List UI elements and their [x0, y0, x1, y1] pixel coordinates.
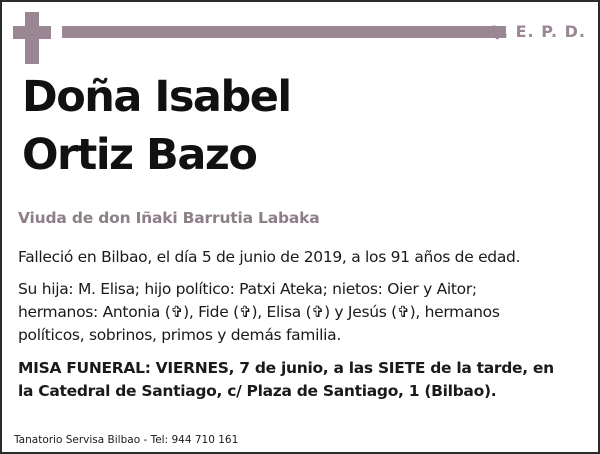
death-notice: Falleció en Bilbao, el día 5 de junio de 2019, a los 91 años de edad.: [18, 248, 521, 266]
family-line-2-part-e: ), hermanos: [409, 303, 500, 321]
announcement-body: [18, 246, 590, 403]
funeral-home-footer: Tanatorio Servisa Bilbao - Tel: 944 710 161: [14, 434, 239, 446]
deceased-name-line-2: Ortiz Bazo: [22, 130, 257, 180]
header-divider-bar: [62, 26, 506, 38]
family-line-2-part-b: ), Fide (: [183, 303, 239, 321]
family-line-3: políticos, sobrinos, primos y demás familia.: [18, 326, 341, 344]
family-paragraph: [18, 278, 590, 347]
deceased-name-line-1: Doña Isabel: [22, 72, 291, 122]
family-line-2-part-a: hermanos: Antonia (: [18, 303, 171, 321]
family-line-1: Su hija: M. Elisa; hijo político: Patxi Ateka; nietos: Oier y Aitor;: [18, 280, 477, 298]
cross-horizontal-bar: [13, 26, 51, 39]
widow-subtitle: Viuda de don Iñaki Barrutia Labaka: [18, 209, 320, 227]
deceased-cross-icon: ✞: [396, 303, 410, 321]
funeral-mass-notice: [18, 357, 590, 403]
deceased-cross-icon: ✞: [238, 303, 252, 321]
family-line-2-part-c: ), Elisa (: [251, 303, 312, 321]
deceased-cross-icon: ✞: [170, 303, 184, 321]
deceased-name: [22, 68, 291, 184]
family-line-2-part-d: ) y Jesús (: [324, 303, 397, 321]
latin-cross-icon: [13, 12, 51, 64]
funeral-line-2: la Catedral de Santiago, c/ Plaza de Santiago, 1 (Bilbao).: [18, 382, 497, 400]
qepd-label: Q. E. P. D.: [487, 22, 586, 41]
deceased-cross-icon: ✞: [311, 303, 325, 321]
funeral-line-1: MISA FUNERAL: VIERNES, 7 de junio, a las SIETE de la tarde, en: [18, 359, 554, 377]
